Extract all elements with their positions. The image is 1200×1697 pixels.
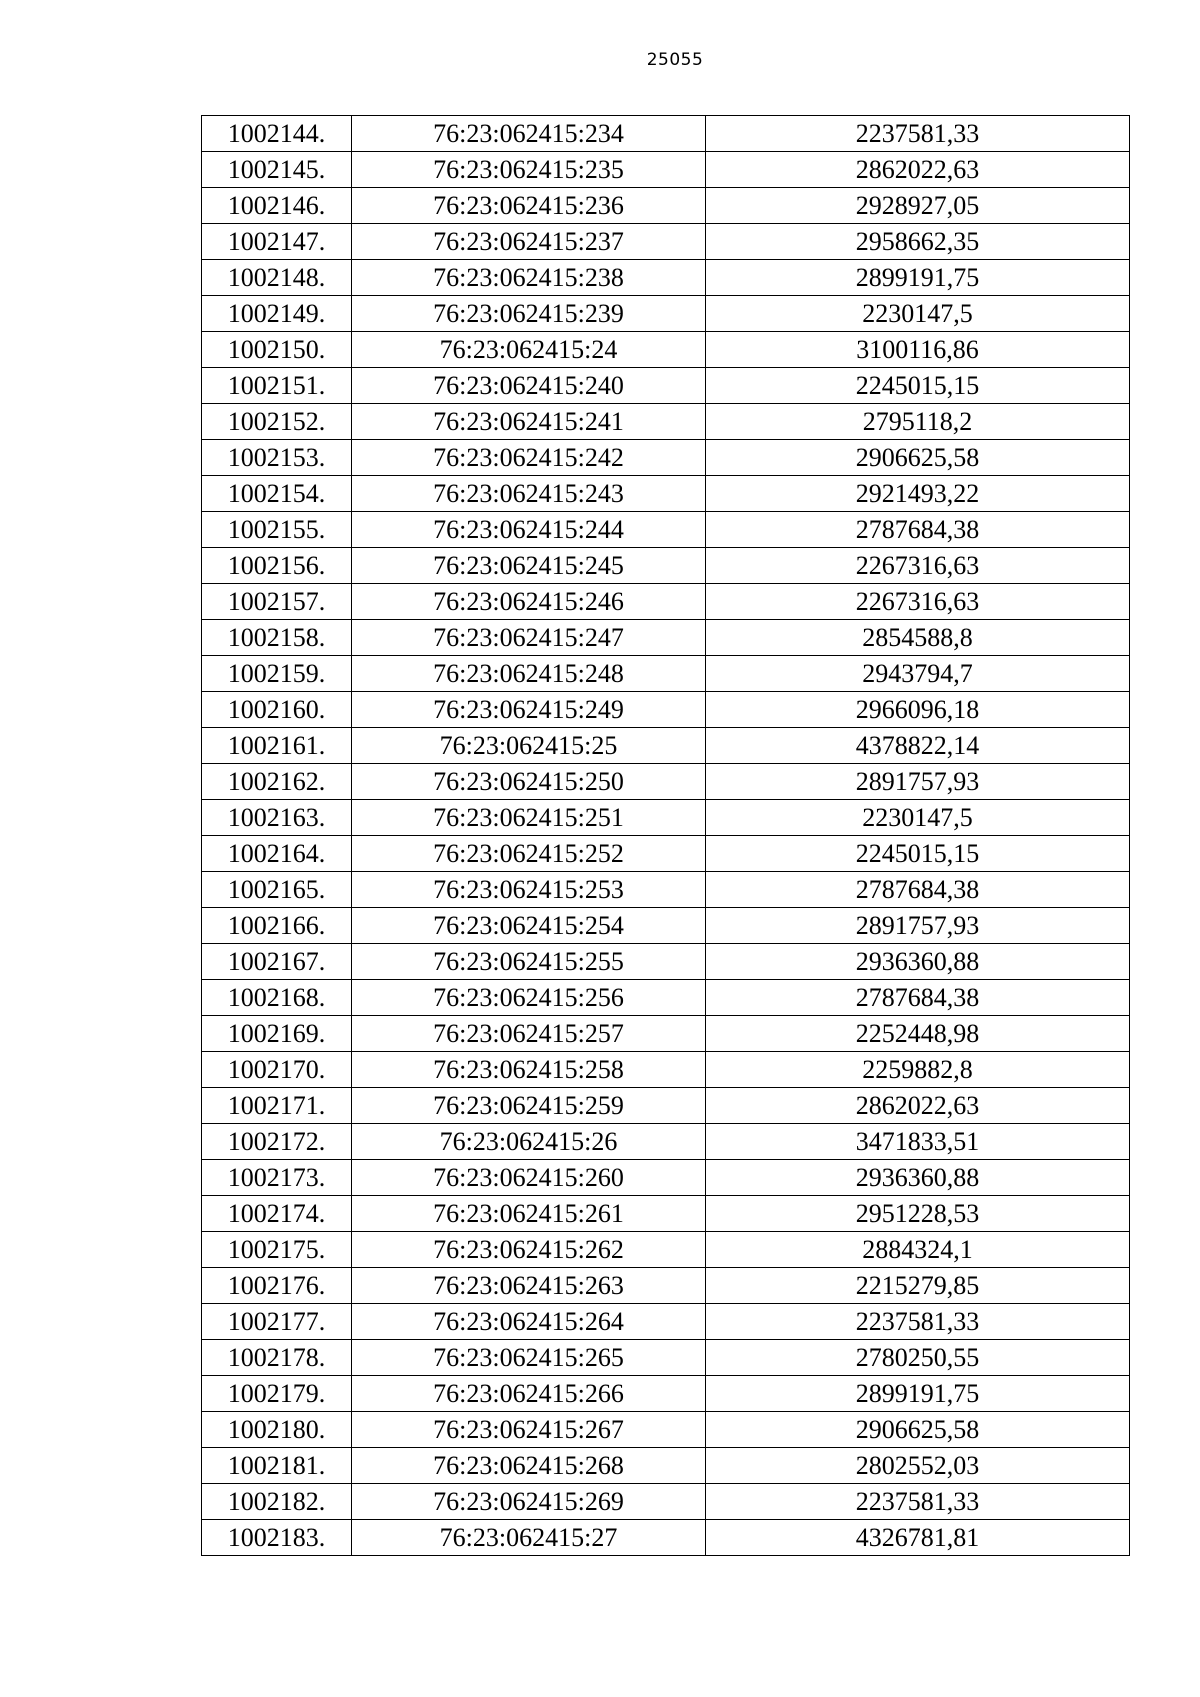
row-number-cell: 1002153.	[202, 440, 352, 476]
cadastral-value-cell: 2787684,38	[706, 512, 1130, 548]
row-number-cell: 1002183.	[202, 1520, 352, 1556]
table-row	[202, 368, 1130, 404]
cadastral-value-cell: 2899191,75	[706, 260, 1130, 296]
table-row	[202, 224, 1130, 260]
cadastral-number-cell: 76:23:062415:245	[352, 548, 706, 584]
cadastral-value-cell: 2267316,63	[706, 548, 1130, 584]
cadastral-number-cell: 76:23:062415:235	[352, 152, 706, 188]
cadastral-number-cell: 76:23:062415:27	[352, 1520, 706, 1556]
table-row	[202, 1124, 1130, 1160]
row-number-cell: 1002144.	[202, 116, 352, 152]
cadastral-number-cell: 76:23:062415:267	[352, 1412, 706, 1448]
row-number-cell: 1002173.	[202, 1160, 352, 1196]
cadastral-number-cell: 76:23:062415:258	[352, 1052, 706, 1088]
cadastral-number-cell: 76:23:062415:25	[352, 728, 706, 764]
row-number-cell: 1002152.	[202, 404, 352, 440]
cadastral-number-cell: 76:23:062415:247	[352, 620, 706, 656]
row-number-cell: 1002180.	[202, 1412, 352, 1448]
row-number-cell: 1002181.	[202, 1448, 352, 1484]
row-number-cell: 1002182.	[202, 1484, 352, 1520]
cadastral-number-cell: 76:23:062415:237	[352, 224, 706, 260]
row-number-cell: 1002172.	[202, 1124, 352, 1160]
cadastral-value-cell: 2936360,88	[706, 944, 1130, 980]
table-row	[202, 476, 1130, 512]
cadastral-value-cell: 2237581,33	[706, 116, 1130, 152]
row-number-cell: 1002158.	[202, 620, 352, 656]
cadastral-value-cell: 2795118,2	[706, 404, 1130, 440]
table-row	[202, 1376, 1130, 1412]
table-row	[202, 1196, 1130, 1232]
cadastral-value-cell: 2936360,88	[706, 1160, 1130, 1196]
table-row	[202, 1052, 1130, 1088]
row-number-cell: 1002163.	[202, 800, 352, 836]
row-number-cell: 1002147.	[202, 224, 352, 260]
cadastral-number-cell: 76:23:062415:263	[352, 1268, 706, 1304]
table-row	[202, 800, 1130, 836]
row-number-cell: 1002178.	[202, 1340, 352, 1376]
table-row	[202, 764, 1130, 800]
table-row	[202, 728, 1130, 764]
cadastral-value-cell: 3471833,51	[706, 1124, 1130, 1160]
cadastral-value-cell: 4378822,14	[706, 728, 1130, 764]
cadastral-number-cell: 76:23:062415:24	[352, 332, 706, 368]
cadastral-value-cell: 2966096,18	[706, 692, 1130, 728]
row-number-cell: 1002150.	[202, 332, 352, 368]
table-row	[202, 944, 1130, 980]
table-row	[202, 1520, 1130, 1556]
page-number: 25055	[646, 50, 704, 70]
cadastral-number-cell: 76:23:062415:254	[352, 908, 706, 944]
table-row	[202, 1016, 1130, 1052]
cadastral-value-cell: 2802552,03	[706, 1448, 1130, 1484]
table-row	[202, 584, 1130, 620]
cadastral-value-cell: 2787684,38	[706, 872, 1130, 908]
row-number-cell: 1002165.	[202, 872, 352, 908]
cadastral-number-cell: 76:23:062415:266	[352, 1376, 706, 1412]
table-row	[202, 512, 1130, 548]
row-number-cell: 1002157.	[202, 584, 352, 620]
cadastral-number-cell: 76:23:062415:249	[352, 692, 706, 728]
cadastral-number-cell: 76:23:062415:239	[352, 296, 706, 332]
cadastral-value-cell: 2230147,5	[706, 296, 1130, 332]
row-number-cell: 1002167.	[202, 944, 352, 980]
row-number-cell: 1002174.	[202, 1196, 352, 1232]
table-row	[202, 1160, 1130, 1196]
cadastral-value-cell: 2891757,93	[706, 908, 1130, 944]
table-row	[202, 620, 1130, 656]
cadastral-value-cell: 2259882,8	[706, 1052, 1130, 1088]
cadastral-number-cell: 76:23:062415:250	[352, 764, 706, 800]
cadastral-value-cell: 2787684,38	[706, 980, 1130, 1016]
table-row	[202, 872, 1130, 908]
row-number-cell: 1002155.	[202, 512, 352, 548]
cadastral-value-cell: 2854588,8	[706, 620, 1130, 656]
table-row	[202, 692, 1130, 728]
cadastral-number-cell: 76:23:062415:260	[352, 1160, 706, 1196]
table-row	[202, 296, 1130, 332]
cadastral-value-cell: 2906625,58	[706, 1412, 1130, 1448]
cadastral-value-cell: 2928927,05	[706, 188, 1130, 224]
cadastral-value-cell: 2951228,53	[706, 1196, 1130, 1232]
row-number-cell: 1002161.	[202, 728, 352, 764]
cadastre-table	[201, 115, 1130, 1556]
row-number-cell: 1002145.	[202, 152, 352, 188]
cadastral-number-cell: 76:23:062415:253	[352, 872, 706, 908]
cadastral-number-cell: 76:23:062415:259	[352, 1088, 706, 1124]
cadastral-value-cell: 2267316,63	[706, 584, 1130, 620]
cadastral-value-cell: 2921493,22	[706, 476, 1130, 512]
row-number-cell: 1002168.	[202, 980, 352, 1016]
cadastral-value-cell: 2252448,98	[706, 1016, 1130, 1052]
cadastral-value-cell: 2906625,58	[706, 440, 1130, 476]
row-number-cell: 1002146.	[202, 188, 352, 224]
table-row	[202, 188, 1130, 224]
cadastral-number-cell: 76:23:062415:255	[352, 944, 706, 980]
cadastral-number-cell: 76:23:062415:244	[352, 512, 706, 548]
table-row	[202, 548, 1130, 584]
table-row	[202, 260, 1130, 296]
cadastral-value-cell: 2245015,15	[706, 368, 1130, 404]
cadastral-number-cell: 76:23:062415:262	[352, 1232, 706, 1268]
row-number-cell: 1002177.	[202, 1304, 352, 1340]
cadastral-number-cell: 76:23:062415:234	[352, 116, 706, 152]
row-number-cell: 1002170.	[202, 1052, 352, 1088]
cadastral-number-cell: 76:23:062415:251	[352, 800, 706, 836]
cadastral-value-cell: 2862022,63	[706, 152, 1130, 188]
cadastral-value-cell: 3100116,86	[706, 332, 1130, 368]
row-number-cell: 1002151.	[202, 368, 352, 404]
cadastral-value-cell: 2215279,85	[706, 1268, 1130, 1304]
table-body	[202, 116, 1130, 1556]
table-row	[202, 836, 1130, 872]
table-row	[202, 1340, 1130, 1376]
cadastral-number-cell: 76:23:062415:265	[352, 1340, 706, 1376]
cadastral-value-cell: 2958662,35	[706, 224, 1130, 260]
row-number-cell: 1002166.	[202, 908, 352, 944]
cadastral-number-cell: 76:23:062415:257	[352, 1016, 706, 1052]
cadastral-number-cell: 76:23:062415:264	[352, 1304, 706, 1340]
cadastral-number-cell: 76:23:062415:238	[352, 260, 706, 296]
cadastral-number-cell: 76:23:062415:269	[352, 1484, 706, 1520]
cadastral-number-cell: 76:23:062415:248	[352, 656, 706, 692]
row-number-cell: 1002149.	[202, 296, 352, 332]
table-row	[202, 1484, 1130, 1520]
table-row	[202, 116, 1130, 152]
cadastral-value-cell: 2245015,15	[706, 836, 1130, 872]
table-row	[202, 656, 1130, 692]
row-number-cell: 1002154.	[202, 476, 352, 512]
cadastral-value-cell: 2943794,7	[706, 656, 1130, 692]
cadastral-number-cell: 76:23:062415:268	[352, 1448, 706, 1484]
cadastral-number-cell: 76:23:062415:246	[352, 584, 706, 620]
table-row	[202, 1268, 1130, 1304]
cadastral-number-cell: 76:23:062415:252	[352, 836, 706, 872]
table-row	[202, 1088, 1130, 1124]
cadastral-number-cell: 76:23:062415:242	[352, 440, 706, 476]
table-row	[202, 404, 1130, 440]
table-row	[202, 152, 1130, 188]
row-number-cell: 1002164.	[202, 836, 352, 872]
cadastral-number-cell: 76:23:062415:243	[352, 476, 706, 512]
row-number-cell: 1002148.	[202, 260, 352, 296]
row-number-cell: 1002156.	[202, 548, 352, 584]
table-row	[202, 1304, 1130, 1340]
table-row	[202, 1232, 1130, 1268]
table-row	[202, 980, 1130, 1016]
row-number-cell: 1002159.	[202, 656, 352, 692]
cadastral-value-cell: 2237581,33	[706, 1304, 1130, 1340]
row-number-cell: 1002176.	[202, 1268, 352, 1304]
cadastral-value-cell: 2230147,5	[706, 800, 1130, 836]
cadastral-number-cell: 76:23:062415:26	[352, 1124, 706, 1160]
row-number-cell: 1002162.	[202, 764, 352, 800]
table-row	[202, 908, 1130, 944]
row-number-cell: 1002160.	[202, 692, 352, 728]
cadastral-number-cell: 76:23:062415:236	[352, 188, 706, 224]
cadastral-value-cell: 4326781,81	[706, 1520, 1130, 1556]
cadastral-value-cell: 2884324,1	[706, 1232, 1130, 1268]
cadastral-value-cell: 2891757,93	[706, 764, 1130, 800]
table-row	[202, 440, 1130, 476]
cadastral-number-cell: 76:23:062415:256	[352, 980, 706, 1016]
table-row	[202, 332, 1130, 368]
table-row	[202, 1412, 1130, 1448]
cadastral-number-cell: 76:23:062415:240	[352, 368, 706, 404]
row-number-cell: 1002179.	[202, 1376, 352, 1412]
cadastral-value-cell: 2237581,33	[706, 1484, 1130, 1520]
cadastral-number-cell: 76:23:062415:261	[352, 1196, 706, 1232]
row-number-cell: 1002175.	[202, 1232, 352, 1268]
cadastral-number-cell: 76:23:062415:241	[352, 404, 706, 440]
cadastral-value-cell: 2899191,75	[706, 1376, 1130, 1412]
row-number-cell: 1002169.	[202, 1016, 352, 1052]
row-number-cell: 1002171.	[202, 1088, 352, 1124]
cadastral-value-cell: 2780250,55	[706, 1340, 1130, 1376]
cadastral-value-cell: 2862022,63	[706, 1088, 1130, 1124]
table-row	[202, 1448, 1130, 1484]
